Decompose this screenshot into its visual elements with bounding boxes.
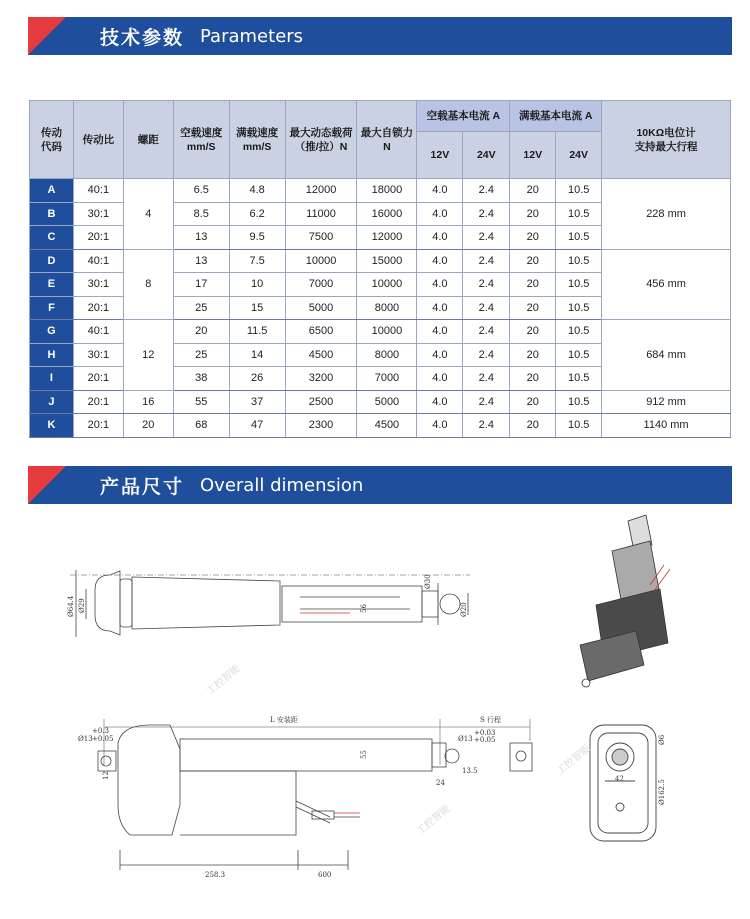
cell-pitch: 12 <box>123 320 173 391</box>
cell-noload-12v: 4.0 <box>417 249 463 273</box>
table-row <box>30 179 731 203</box>
parameters-table-body <box>30 179 731 438</box>
header-full-speed-label: 满载速度 mm/S <box>236 126 279 153</box>
cell-noload-24v: 2.4 <box>463 367 510 391</box>
cell-max-dynamic: 5000 <box>285 296 357 320</box>
cell-noload-speed: 6.5 <box>173 179 229 203</box>
cell-pot-stroke: 1140 mm <box>602 414 731 438</box>
dim-hole13-left: Ø13 <box>78 735 93 743</box>
cell-max-lock: 15000 <box>357 249 417 273</box>
cell-full-speed: 10 <box>229 273 285 297</box>
cell-ratio: 40:1 <box>73 249 123 273</box>
cell-full-speed: 4.8 <box>229 179 285 203</box>
cell-max-lock: 8000 <box>357 343 417 367</box>
cell-code: H <box>30 343 74 367</box>
header-full-current: 满载基本电流 A <box>510 101 602 132</box>
cell-pot-stroke: 684 mm <box>602 320 731 391</box>
table-row <box>30 414 731 438</box>
header-noload-speed <box>173 101 229 179</box>
cell-noload-speed: 13 <box>173 226 229 250</box>
cell-code: C <box>30 226 74 250</box>
cell-noload-24v: 2.4 <box>463 179 510 203</box>
cell-full-12v: 20 <box>510 390 556 414</box>
dim-d6: Ø6 <box>658 734 666 745</box>
dim-d24: 24 <box>436 779 445 787</box>
header-noload-current: 空载基本电流 A <box>417 101 510 132</box>
cell-full-12v: 20 <box>510 367 556 391</box>
cell-code: G <box>30 320 74 344</box>
cell-noload-speed: 68 <box>173 414 229 438</box>
dim-d55: 55 <box>360 750 368 759</box>
banner-accent-triangle <box>28 466 66 504</box>
cell-ratio: 30:1 <box>73 202 123 226</box>
section-title-cn: 产品尺寸 <box>100 475 185 498</box>
cell-ratio: 20:1 <box>73 367 123 391</box>
cell-max-dynamic: 4500 <box>285 343 357 367</box>
cell-full-12v: 20 <box>510 343 556 367</box>
dim-tol-a: +0.03 <box>474 729 496 737</box>
header-pot-stroke <box>602 101 731 179</box>
cell-max-lock: 5000 <box>357 390 417 414</box>
cell-noload-24v: 2.4 <box>463 226 510 250</box>
cell-full-speed: 15 <box>229 296 285 320</box>
cell-full-24v: 10.5 <box>556 226 602 250</box>
cell-ratio: 30:1 <box>73 343 123 367</box>
cell-ratio: 20:1 <box>73 226 123 250</box>
cell-ratio: 20:1 <box>73 414 123 438</box>
header-max-dynamic-label: 最大动态载荷 （推/拉）N <box>289 126 353 153</box>
cell-noload-24v: 2.4 <box>463 414 510 438</box>
cell-code: I <box>30 367 74 391</box>
cell-max-dynamic: 2500 <box>285 390 357 414</box>
cell-pot-stroke: 912 mm <box>602 390 731 414</box>
header-noload-speed-label: 空载速度 mm/S <box>180 126 223 153</box>
header-pitch: 螺距 <box>123 101 173 179</box>
header-pot-stroke-label: 10KΩ电位计 支持最大行程 <box>634 126 698 153</box>
cell-code: D <box>30 249 74 273</box>
cell-full-24v: 10.5 <box>556 179 602 203</box>
dim-hole13-right: Ø13 <box>458 735 473 743</box>
cell-pitch: 16 <box>123 390 173 414</box>
cell-max-lock: 10000 <box>357 320 417 344</box>
cell-max-lock: 7000 <box>357 367 417 391</box>
cell-full-speed: 7.5 <box>229 249 285 273</box>
header-max-lock-label: 最大自锁力 N <box>360 126 414 153</box>
cell-noload-12v: 4.0 <box>417 320 463 344</box>
cell-noload-12v: 4.0 <box>417 273 463 297</box>
cell-noload-speed: 17 <box>173 273 229 297</box>
dim-install: L 安装距 <box>270 716 298 724</box>
watermark-3: 工控智能 <box>554 743 593 778</box>
cell-noload-24v: 2.4 <box>463 320 510 344</box>
header-max-dynamic <box>285 101 357 179</box>
cell-full-speed: 14 <box>229 343 285 367</box>
cell-ratio: 40:1 <box>73 179 123 203</box>
end-view-drawing <box>590 725 656 841</box>
header-ratio: 传动比 <box>73 101 123 179</box>
dim-d56: 56 <box>360 604 368 613</box>
header-code <box>30 101 74 179</box>
parameters-table <box>29 100 731 438</box>
cell-noload-12v: 4.0 <box>417 390 463 414</box>
cell-full-24v: 10.5 <box>556 249 602 273</box>
cell-max-dynamic: 3200 <box>285 367 357 391</box>
cell-max-dynamic: 10000 <box>285 249 357 273</box>
header-max-lock <box>357 101 417 179</box>
cell-full-speed: 6.2 <box>229 202 285 226</box>
cell-noload-12v: 4.0 <box>417 226 463 250</box>
cell-full-12v: 20 <box>510 249 556 273</box>
dim-d64: Ø64.4 <box>67 595 75 617</box>
section-title-en: Overall dimension <box>200 474 364 496</box>
cell-full-12v: 20 <box>510 226 556 250</box>
cell-full-12v: 20 <box>510 414 556 438</box>
cell-noload-speed: 38 <box>173 367 229 391</box>
cell-noload-24v: 2.4 <box>463 273 510 297</box>
cell-full-24v: 10.5 <box>556 343 602 367</box>
isometric-view-drawing <box>580 515 670 687</box>
cell-full-speed: 37 <box>229 390 285 414</box>
cell-max-lock: 16000 <box>357 202 417 226</box>
header-full-12v: 12V <box>510 132 556 179</box>
cell-max-dynamic: 11000 <box>285 202 357 226</box>
cell-code: E <box>30 273 74 297</box>
cell-noload-speed: 13 <box>173 249 229 273</box>
cell-noload-24v: 2.4 <box>463 343 510 367</box>
cell-noload-24v: 2.4 <box>463 390 510 414</box>
header-code-label: 传动 代码 <box>40 126 62 153</box>
cell-noload-speed: 25 <box>173 343 229 367</box>
cell-ratio: 30:1 <box>73 273 123 297</box>
cell-full-24v: 10.5 <box>556 202 602 226</box>
cell-max-dynamic: 7000 <box>285 273 357 297</box>
dimension-drawings <box>0 505 750 919</box>
cell-pitch: 8 <box>123 249 173 320</box>
cell-full-24v: 10.5 <box>556 390 602 414</box>
dim-d20: Ø20 <box>460 602 468 617</box>
cell-full-12v: 20 <box>510 320 556 344</box>
cell-full-speed: 26 <box>229 367 285 391</box>
table-row <box>30 249 731 273</box>
cell-max-dynamic: 12000 <box>285 179 357 203</box>
cell-pot-stroke: 456 mm <box>602 249 731 320</box>
cell-noload-12v: 4.0 <box>417 414 463 438</box>
section-banner-parameters <box>28 17 732 55</box>
dim-len600: 600 <box>318 871 332 879</box>
cell-full-24v: 10.5 <box>556 414 602 438</box>
cell-full-24v: 10.5 <box>556 320 602 344</box>
cell-noload-speed: 55 <box>173 390 229 414</box>
dim-tol-b: +0.05 <box>474 736 496 744</box>
cell-code: F <box>30 296 74 320</box>
header-noload-12v: 12V <box>417 132 463 179</box>
dim-d29: Ø29 <box>78 598 86 613</box>
cell-noload-speed: 25 <box>173 296 229 320</box>
dim-d12: 12 <box>102 771 110 780</box>
cell-ratio: 20:1 <box>73 296 123 320</box>
cell-max-lock: 10000 <box>357 273 417 297</box>
cell-ratio: 20:1 <box>73 390 123 414</box>
cell-full-12v: 20 <box>510 179 556 203</box>
cell-max-lock: 8000 <box>357 296 417 320</box>
cell-noload-12v: 4.0 <box>417 179 463 203</box>
cell-noload-12v: 4.0 <box>417 343 463 367</box>
cell-full-24v: 10.5 <box>556 367 602 391</box>
table-row <box>30 320 731 344</box>
dim-d42: 42 <box>615 775 624 783</box>
watermark-1: 工控智能 <box>204 663 243 698</box>
cell-code: J <box>30 390 74 414</box>
cell-pitch: 20 <box>123 414 173 438</box>
cell-max-dynamic: 7500 <box>285 226 357 250</box>
watermark-2: 工控智能 <box>414 803 453 838</box>
cell-full-12v: 20 <box>510 296 556 320</box>
cell-pot-stroke: 228 mm <box>602 179 731 250</box>
header-full-24v: 24V <box>556 132 602 179</box>
header-full-speed <box>229 101 285 179</box>
cell-code: A <box>30 179 74 203</box>
cell-max-lock: 4500 <box>357 414 417 438</box>
dim-d162: Ø162.5 <box>658 779 666 805</box>
cell-max-lock: 12000 <box>357 226 417 250</box>
section-title-en: Parameters <box>200 25 304 47</box>
table-row <box>30 390 731 414</box>
cell-noload-24v: 2.4 <box>463 249 510 273</box>
dim-d13-5: 13.5 <box>462 767 478 775</box>
cell-full-speed: 9.5 <box>229 226 285 250</box>
cell-max-dynamic: 6500 <box>285 320 357 344</box>
top-view-drawing <box>70 570 470 637</box>
cell-noload-speed: 8.5 <box>173 202 229 226</box>
banner-accent-triangle <box>28 17 66 55</box>
dim-stroke: S 行程 <box>480 716 502 724</box>
header-noload-24v: 24V <box>463 132 510 179</box>
cell-noload-speed: 20 <box>173 320 229 344</box>
cell-full-24v: 10.5 <box>556 296 602 320</box>
cell-noload-24v: 2.4 <box>463 296 510 320</box>
dim-len258: 258.3 <box>205 871 226 879</box>
cell-full-24v: 10.5 <box>556 273 602 297</box>
section-title-cn: 技术参数 <box>100 26 185 49</box>
cell-full-12v: 20 <box>510 273 556 297</box>
cell-full-speed: 47 <box>229 414 285 438</box>
cell-full-12v: 20 <box>510 202 556 226</box>
dim-d30: Ø30 <box>424 574 432 589</box>
cell-ratio: 40:1 <box>73 320 123 344</box>
cell-noload-12v: 4.0 <box>417 367 463 391</box>
cell-pitch: 4 <box>123 179 173 250</box>
section-banner-dimension <box>28 466 732 504</box>
cell-max-dynamic: 2300 <box>285 414 357 438</box>
cell-code: B <box>30 202 74 226</box>
dim-tol-plus2: +0.05 <box>92 735 114 743</box>
cell-noload-12v: 4.0 <box>417 202 463 226</box>
dim-tol-plus: +0.3 <box>92 727 109 735</box>
cell-noload-24v: 2.4 <box>463 202 510 226</box>
cell-max-lock: 18000 <box>357 179 417 203</box>
cell-noload-12v: 4.0 <box>417 296 463 320</box>
cell-full-speed: 11.5 <box>229 320 285 344</box>
cell-code: K <box>30 414 74 438</box>
